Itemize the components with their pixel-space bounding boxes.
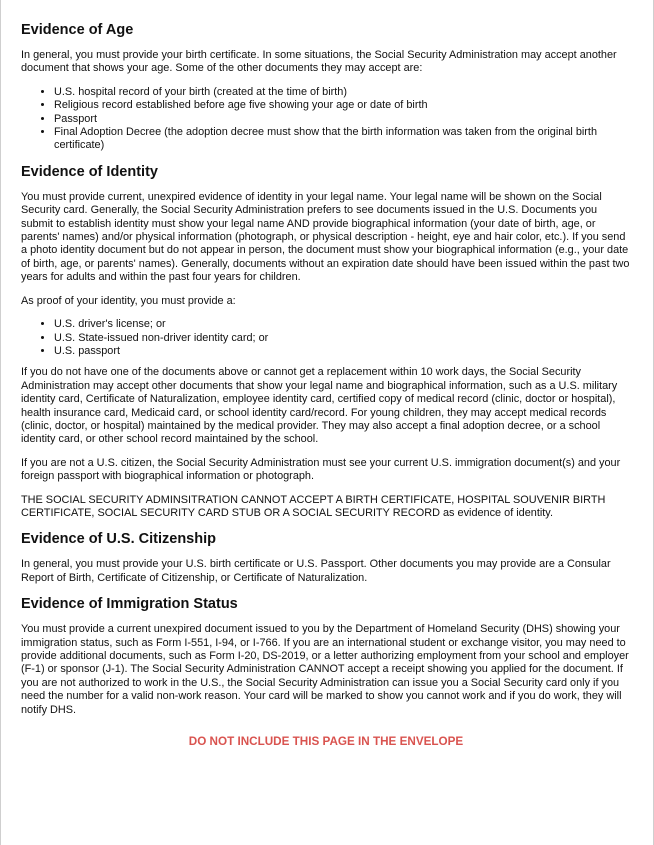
identity-paragraph-3: If you do not have one of the documents above or cannot get a replacement within 10 work days, the Social Security Administration may accept other documents that show your legal name and biographical information, such as a U.S. military identity card, Certificate of Naturalization, employee identity card, certified copy of medical record (clinic, doctor or hospital), health insurance card, Medicaid card, or school identity card/record. For young children, they may accept medical records (clinic, doctor, or hospital) maintained by the medical provider. They may also accept a final adoption decree, or a school identity card, or other school record maintained by the school. (21, 366, 618, 446)
list-item: • Final Adoption Decree (the adoption decree must show that the birth information was taken from the original birth certificate) (54, 126, 631, 153)
list-item: • Passport (54, 113, 631, 126)
heading-evidence-of-immigration-status: Evidence of Immigration Status (21, 596, 238, 613)
envelope-notice: DO NOT INCLUDE THIS PAGE IN THE ENVELOPE (188, 735, 464, 749)
section-evidence-of-citizenship (21, 530, 631, 585)
identity-document-list (21, 318, 631, 358)
age-document-list (21, 86, 631, 153)
heading-evidence-of-identity: Evidence of Identity (21, 163, 158, 180)
section-evidence-of-age (21, 21, 631, 153)
identity-paragraph-4: If you are not a U.S. citizen, the Social Security Administration must see your current U.S. immigration document(s) and your foreign passport with biographical information or photograph. (21, 456, 621, 483)
citizenship-paragraph: In general, you must provide your U.S. birth certificate or U.S. Passport. Other documents you may provide are a Consular Report of Birth, Certificate of Citizenship, or Certificate of Naturalization. (21, 558, 611, 584)
list-item: • U.S. hospital record of your birth (created at the time of birth) (54, 86, 631, 99)
section-evidence-of-immigration-status (21, 595, 631, 717)
identity-paragraph-5: THE SOCIAL SECURITY ADMINSITRATION CANNOT ACCEPT A BIRTH CERTIFICATE, HOSPITAL SOUVENIR BIRTH CERTIFICATE, SOCIAL SECURITY CARD STUB OR A SOCIAL SECURITY RECORD as evidence of identity. (21, 493, 606, 519)
identity-paragraph-2: As proof of your identity, you must provide a: (21, 294, 236, 307)
heading-evidence-of-citizenship: Evidence of U.S. Citizenship (21, 531, 216, 548)
age-intro: In general, you must provide your birth certificate. In some situations, the Social Security Administration may accept another document that shows your age. Some of the other documents they may accept are: (21, 49, 617, 75)
heading-evidence-of-age: Evidence of Age (21, 22, 134, 38)
list-item: • U.S. State-issued non-driver identity card; or (54, 332, 631, 345)
list-item: • U.S. driver's license; or (54, 318, 631, 331)
immigration-paragraph: You must provide a current unexpired document issued to you by the Department of Homeland Security (DHS) showing your immigration status, such as Form I-551, I-94, or I-766. If you are an international student or exchange visitor, you may need to provide additional documents, such as Form I-20, DS-2019, or a letter authorizing employment from your school and employer (F-1) or sponsor (J-1). The Social Security Administration CANNOT accept a receipt showing you applied for the document. If you are not authorized to work in the U.S., the Social Security Administration can issue you a Social Security card only if you need the number for a valid non-work reason. Your card will be marked to show you cannot work and if you do work, they will notify DHS. (21, 623, 629, 716)
identity-paragraph-1: You must provide current, unexpired evidence of identity in your legal name. Your legal name will be shown on the Social Security card. Generally, the Social Security Administration prefers to see documents issued in the U.S. Documents you submit to establish identity must show your legal name AND provide biographical information (your date of birth, age, or parents' names) and/or physical information (photograph, or physical description - height, eye and hair color, etc.). If you send a photo identity document but do not appear in person, the document must show your biographical information (e.g., your date of birth, age, or parents' names). Generally, documents without an expiration date should have been issued within the past two years for adults and within the past four years for children. (21, 190, 630, 284)
list-item: • Religious record established before age five showing your age or date of birth (54, 99, 631, 112)
list-item: • U.S. passport (54, 345, 631, 358)
section-evidence-of-identity (21, 163, 631, 521)
